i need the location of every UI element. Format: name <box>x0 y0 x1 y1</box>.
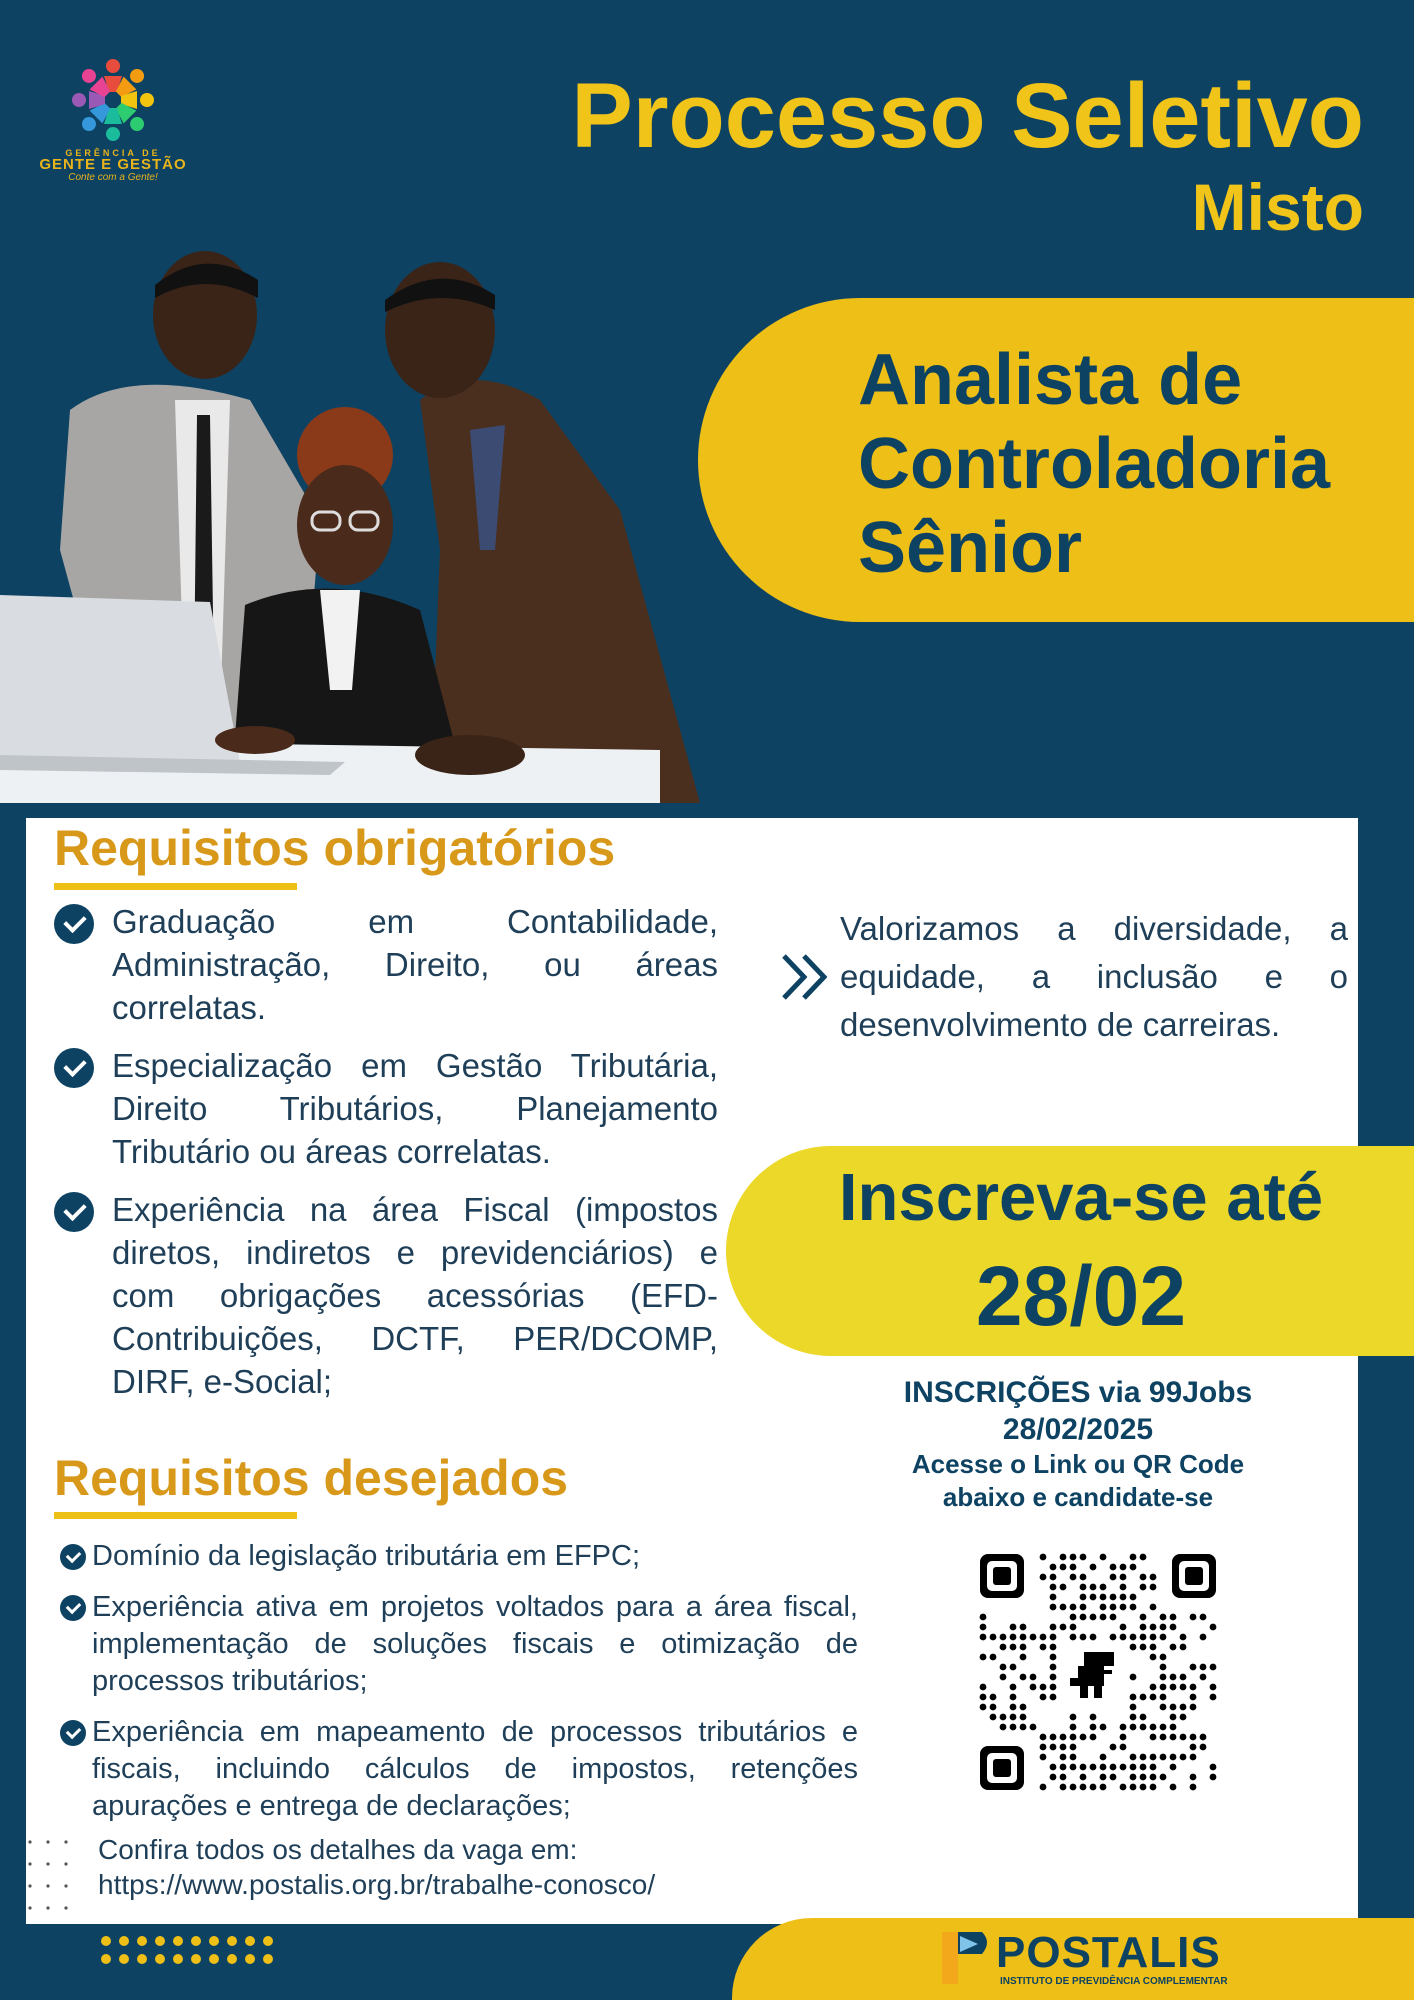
check-circle-icon <box>60 1544 86 1570</box>
required-list <box>54 900 718 1418</box>
footer-brand: POSTALIS <box>996 1928 1221 1977</box>
desired-heading: Requisitos desejados <box>54 1450 569 1506</box>
desired-item-text: Domínio da legislação tributária em EFPC; <box>92 1540 641 1572</box>
required-item-text: Especialização em Gestão Tributária, Direito Tributários, Planejamento Tributário ou áreas correlatas. <box>112 1047 718 1170</box>
list-item <box>58 1589 858 1700</box>
list-item <box>58 1714 858 1825</box>
job-title-banner <box>698 298 1414 622</box>
qr-code[interactable] <box>978 1552 1218 1792</box>
required-heading-underline <box>54 883 297 890</box>
deadline-label: Inscreva-se até <box>838 1160 1324 1235</box>
application-instruction-2: abaixo e candidate-se <box>942 1482 1214 1512</box>
gente-gestao-logo <box>38 52 188 192</box>
footer-tagline: INSTITUTO DE PREVIDÊNCIA COMPLEMENTAR <box>1000 1976 1228 1987</box>
details-url-link[interactable]: https://www.postalis.org.br/trabalhe-conosco/ <box>98 1869 656 1900</box>
list-item <box>58 1538 858 1575</box>
check-circle-icon <box>54 904 94 944</box>
people-circle-icon <box>65 52 161 148</box>
diversity-statement: Valorizamos a diversidade, a equidade, a inclusão e o desenvolvimento de carreiras. <box>840 910 1348 1043</box>
required-item-text: Graduação em Contabilidade, Administração, Direito, ou áreas correlatas. <box>112 903 718 1026</box>
job-title-line-2: Controladoria <box>858 424 1331 504</box>
check-circle-icon <box>54 1048 94 1088</box>
team-photo <box>0 250 752 803</box>
postalis-mark-icon <box>938 1928 994 1988</box>
people-at-laptop-illustration <box>0 250 752 803</box>
application-platform: INSCRIÇÕES via 99Jobs <box>903 1376 1253 1409</box>
check-circle-icon <box>60 1595 86 1621</box>
list-item <box>54 900 718 1029</box>
dot-grid-decoration <box>26 1836 76 1920</box>
application-info <box>858 1374 1298 1514</box>
postalis-logo <box>938 1928 1228 1993</box>
check-circle-icon <box>60 1720 86 1746</box>
details-label: Confira todos os detalhes da vaga em: <box>98 1834 578 1865</box>
required-heading: Requisitos obrigatórios <box>54 820 616 876</box>
details-note <box>98 1832 655 1902</box>
list-item <box>54 1044 718 1173</box>
job-title-line-3: Sênior <box>858 508 1083 588</box>
desired-list <box>58 1538 858 1839</box>
deadline-date: 28/02 <box>975 1249 1187 1343</box>
deadline-pill <box>726 1146 1414 1356</box>
title-main: Processo Seletivo <box>571 65 1364 167</box>
required-item-text: Experiência na área Fiscal (impostos diretos, indiretos e previdenciários) e com obrigações acessórias (EFD-Contribuições, DCTF, PER/DCOMP, DIRF, e-Social; <box>112 1191 718 1400</box>
logo-line-2: GENTE E GESTÃO <box>39 156 187 173</box>
check-circle-icon <box>54 1192 94 1232</box>
application-date: 28/02/2025 <box>1002 1413 1154 1446</box>
page-title <box>571 62 1364 244</box>
logo-tagline: Conte com a Gente! <box>68 172 158 183</box>
logo-line-1: GERÊNCIA DE <box>65 148 161 158</box>
desired-item-text: Experiência em mapeamento de processos tributários e fiscais, incluindo cálculos de impostos, retenções apurações e entrega de declarações; <box>92 1716 858 1822</box>
job-title-line-1: Analista de <box>858 340 1243 420</box>
yellow-dots-decoration <box>100 1935 300 1975</box>
job-title <box>858 338 1330 590</box>
desired-item-text: Experiência ativa em projetos voltados para a área fiscal, implementação de soluções fiscais e otimização de processos tributários; <box>92 1591 858 1697</box>
application-instruction-1: Acesse o Link ou QR Code <box>911 1449 1245 1479</box>
list-item <box>54 1188 718 1403</box>
double-chevron-right-icon <box>778 952 834 1002</box>
desired-heading-underline <box>54 1512 297 1519</box>
title-sub: Misto <box>1191 170 1364 244</box>
